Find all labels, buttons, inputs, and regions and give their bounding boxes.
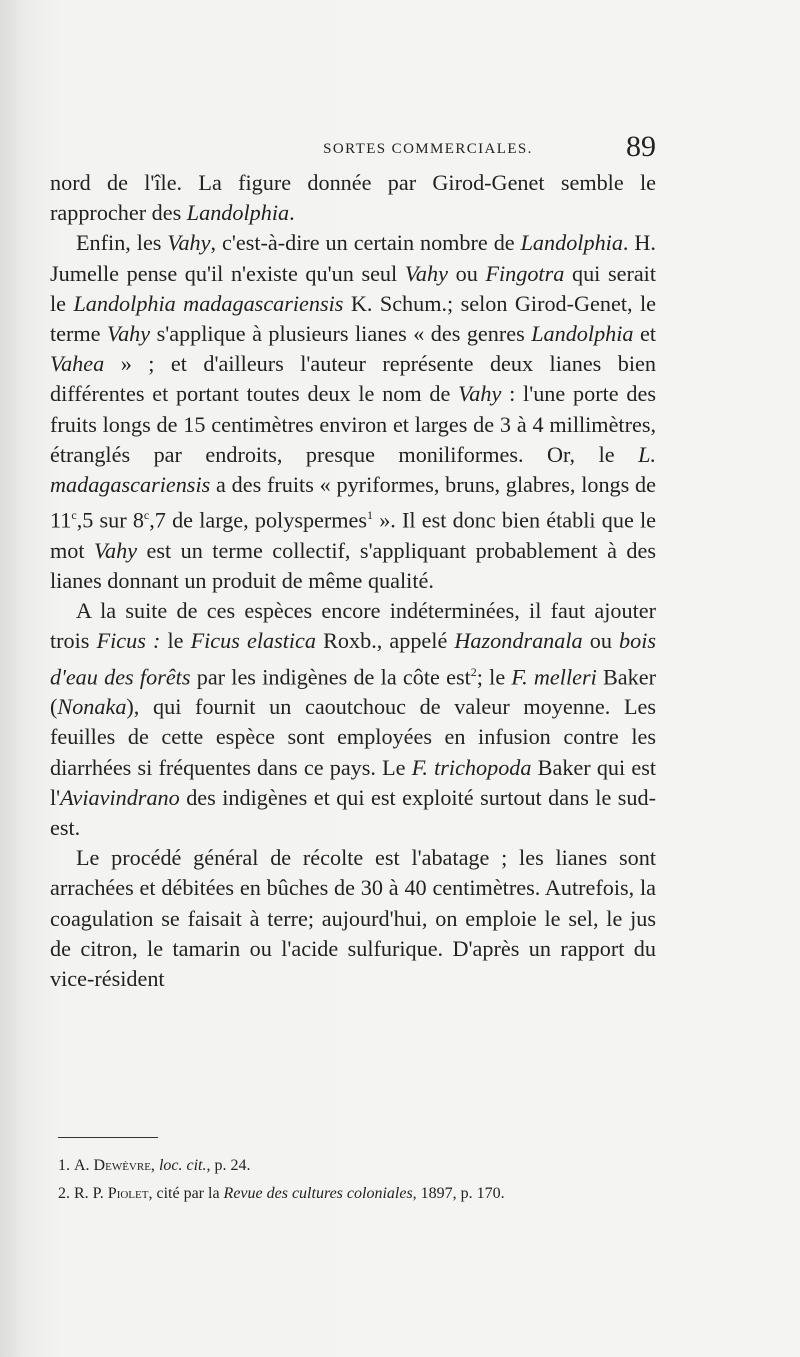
- footnote: 2. R. P. Piolet, cité par la Revue des cultures coloniales, 1897, p. 170.: [58, 1185, 505, 1202]
- footnotes: [50, 1152, 670, 1208]
- footnote: 1. A. Dewèvre, loc. cit., p. 24.: [58, 1157, 251, 1174]
- footnote-divider: [58, 1137, 158, 1138]
- paragraph: Le procédé général de récolte est l'abatage ; les lianes sont arrachées et débitées en bûches de 30 à 40 centimètres. Autrefois, la coagulation se faisait à terre; aujourd'hui, on emploie le sel, le jus de citron, le tamarin ou l'acide sulfurique. D'après un rapport du vice-résident: [50, 845, 656, 992]
- running-title: SORTES COMMERCIALES.: [323, 141, 533, 157]
- page-number: 89: [626, 130, 656, 163]
- paragraph: A la suite de ces espèces encore indéterminées, il faut ajouter trois Ficus : le Ficus elastica Roxb., appelé Hazondranala ou bois d'eau des forêts par les indigènes de la côte est$^2$; le F. melleri Baker (Nonaka), qui fournit un caoutchouc de valeur moyenne. Les feuilles de cette espèce sont employées en infusion contre les diarrhées si fréquentes dans ce pays. Le F. trichopoda Baker qui est l'Aviavindrano des indigènes et qui est exploité surtout dans le sud-est.: [50, 598, 657, 841]
- paragraph: Enfin, les Vahy, c'est-à-dire un certain nombre de Landolphia. H. Jumelle pense qu'il n'existe qu'un seul Vahy ou Fingotra qui serait le Landolphia madagascariensis K. Schum.; selon Girod-Genet, le terme Vahy s'applique à plusieurs lianes « des genres Landolphia et Vahea » ; et d'ailleurs l'auteur représente deux lianes bien différentes et portant toutes deux le nom de Vahy : l'une porte des fruits longs de 15 centimètres environ et larges de 3 à 4 millimètres, étranglés par endroits, presque moniliformes. Or, le L. madagascariensis a des fruits « pyriformes, bruns, glabres, longs de 11$^c$,5 sur 8$^c$,7 de large, polyspermes$^1$ ». Il est donc bien établi que le mot Vahy est un terme collectif, s'appliquant probablement à des lianes donnant un produit de même qualité.: [50, 230, 657, 594]
- page-header: [50, 130, 656, 163]
- paragraph: nord de l'île. La figure donnée par Girod-Genet semble le rapprocher des Landolphia.: [50, 170, 656, 226]
- body-text: [50, 168, 656, 994]
